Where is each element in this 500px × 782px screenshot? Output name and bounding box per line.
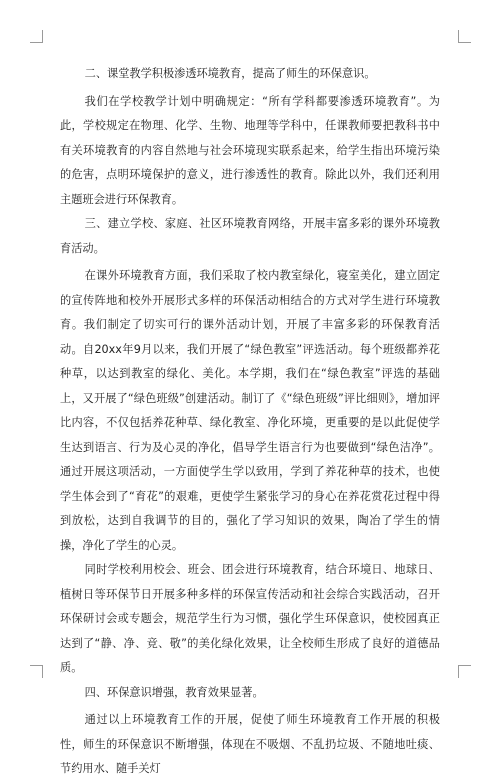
paragraph-curriculum: 我们在学校教学计划中明确规定：“所有学科都要渗透环境教育”。为此，学校规定在物理、化学、生物、地理等学科中，任课教师要把教科书中有关环境教育的内容自然地与社会环境现实联系起来，给学生指出环境污染的危害，点明环境保护的意义，进行渗透性的教育。除此以外，我们还利用主题班会进行环保教育。 — [60, 94, 440, 206]
crop-mark-bottom-right — [458, 665, 471, 678]
section-heading-3: 三、建立学校、家庭、社区环境教育网络，开展丰富多彩的课外环境教育活动。 — [60, 217, 440, 255]
document-body — [60, 62, 440, 782]
section-heading-4: 四、环保意识增强，教育效果显著。 — [84, 685, 264, 699]
paragraph-extracurricular: 在课外环境教育方面，我们采取了校内教室绿化，寝室美化，建立固定的宣传阵地和校外开展形式多样的环保活动相结合的方式对学生进行环境教育。我们制定了切实可行的课外活动计划，开展了丰富多彩的环保教育活动。自20xx年9月以来，我们开展了“绿色教室”评选活动。每个班级都养花种草，以达到教室的绿化、美化。本学期，我们在“绿色教室”评选的基础上，又开展了“绿色班级”创建活动。制订了《“绿色班级”评比细则》，增加评比内容，不仅包括养花种草、绿化教室、净化环境，更重要的是以此促使学生达到语言、行为及心灵的净化，倡导学生语言行为也要做到“绿色洁净”。通过开展这项活动，一方面使学生学以致用，学到了养花种草的技术，也使学生体会到了“育花”的艰难，更使学生紧张学习的身心在养花赏花过程中得到放松，达到自我调节的目的，强化了学习知识的效果，陶冶了学生的情操，净化了学生的心灵。 — [60, 269, 440, 552]
paragraph-results: 通过以上环境教育工作的开展，促使了师生环境教育工作开展的积极性，师生的环保意识不断增强，体现在不吸烟、不乱扔垃圾、不随地吐痰、节约用水、随手关灯 — [60, 713, 440, 775]
crop-mark-bottom-left — [30, 665, 43, 678]
paragraph-school-meetings: 同时学校利用校会、班会、团会进行环境教育，结合环境日、地球日、植树日等环保节日开展多种多样的环保宣传活动和社会综合实践活动，召开环保研讨会或专题会，规范学生行为习惯，强化学生环保意识，使校园真正达到了“静、净、竞、敬”的美化绿化效果，让全校师生形成了良好的道德品质。 — [60, 563, 440, 674]
crop-mark-top-right — [458, 30, 471, 43]
crop-mark-top-left — [30, 30, 43, 43]
section-heading-2: 二、课堂教学积极渗透环境教育，提高了师生的环保意识。 — [84, 67, 376, 80]
